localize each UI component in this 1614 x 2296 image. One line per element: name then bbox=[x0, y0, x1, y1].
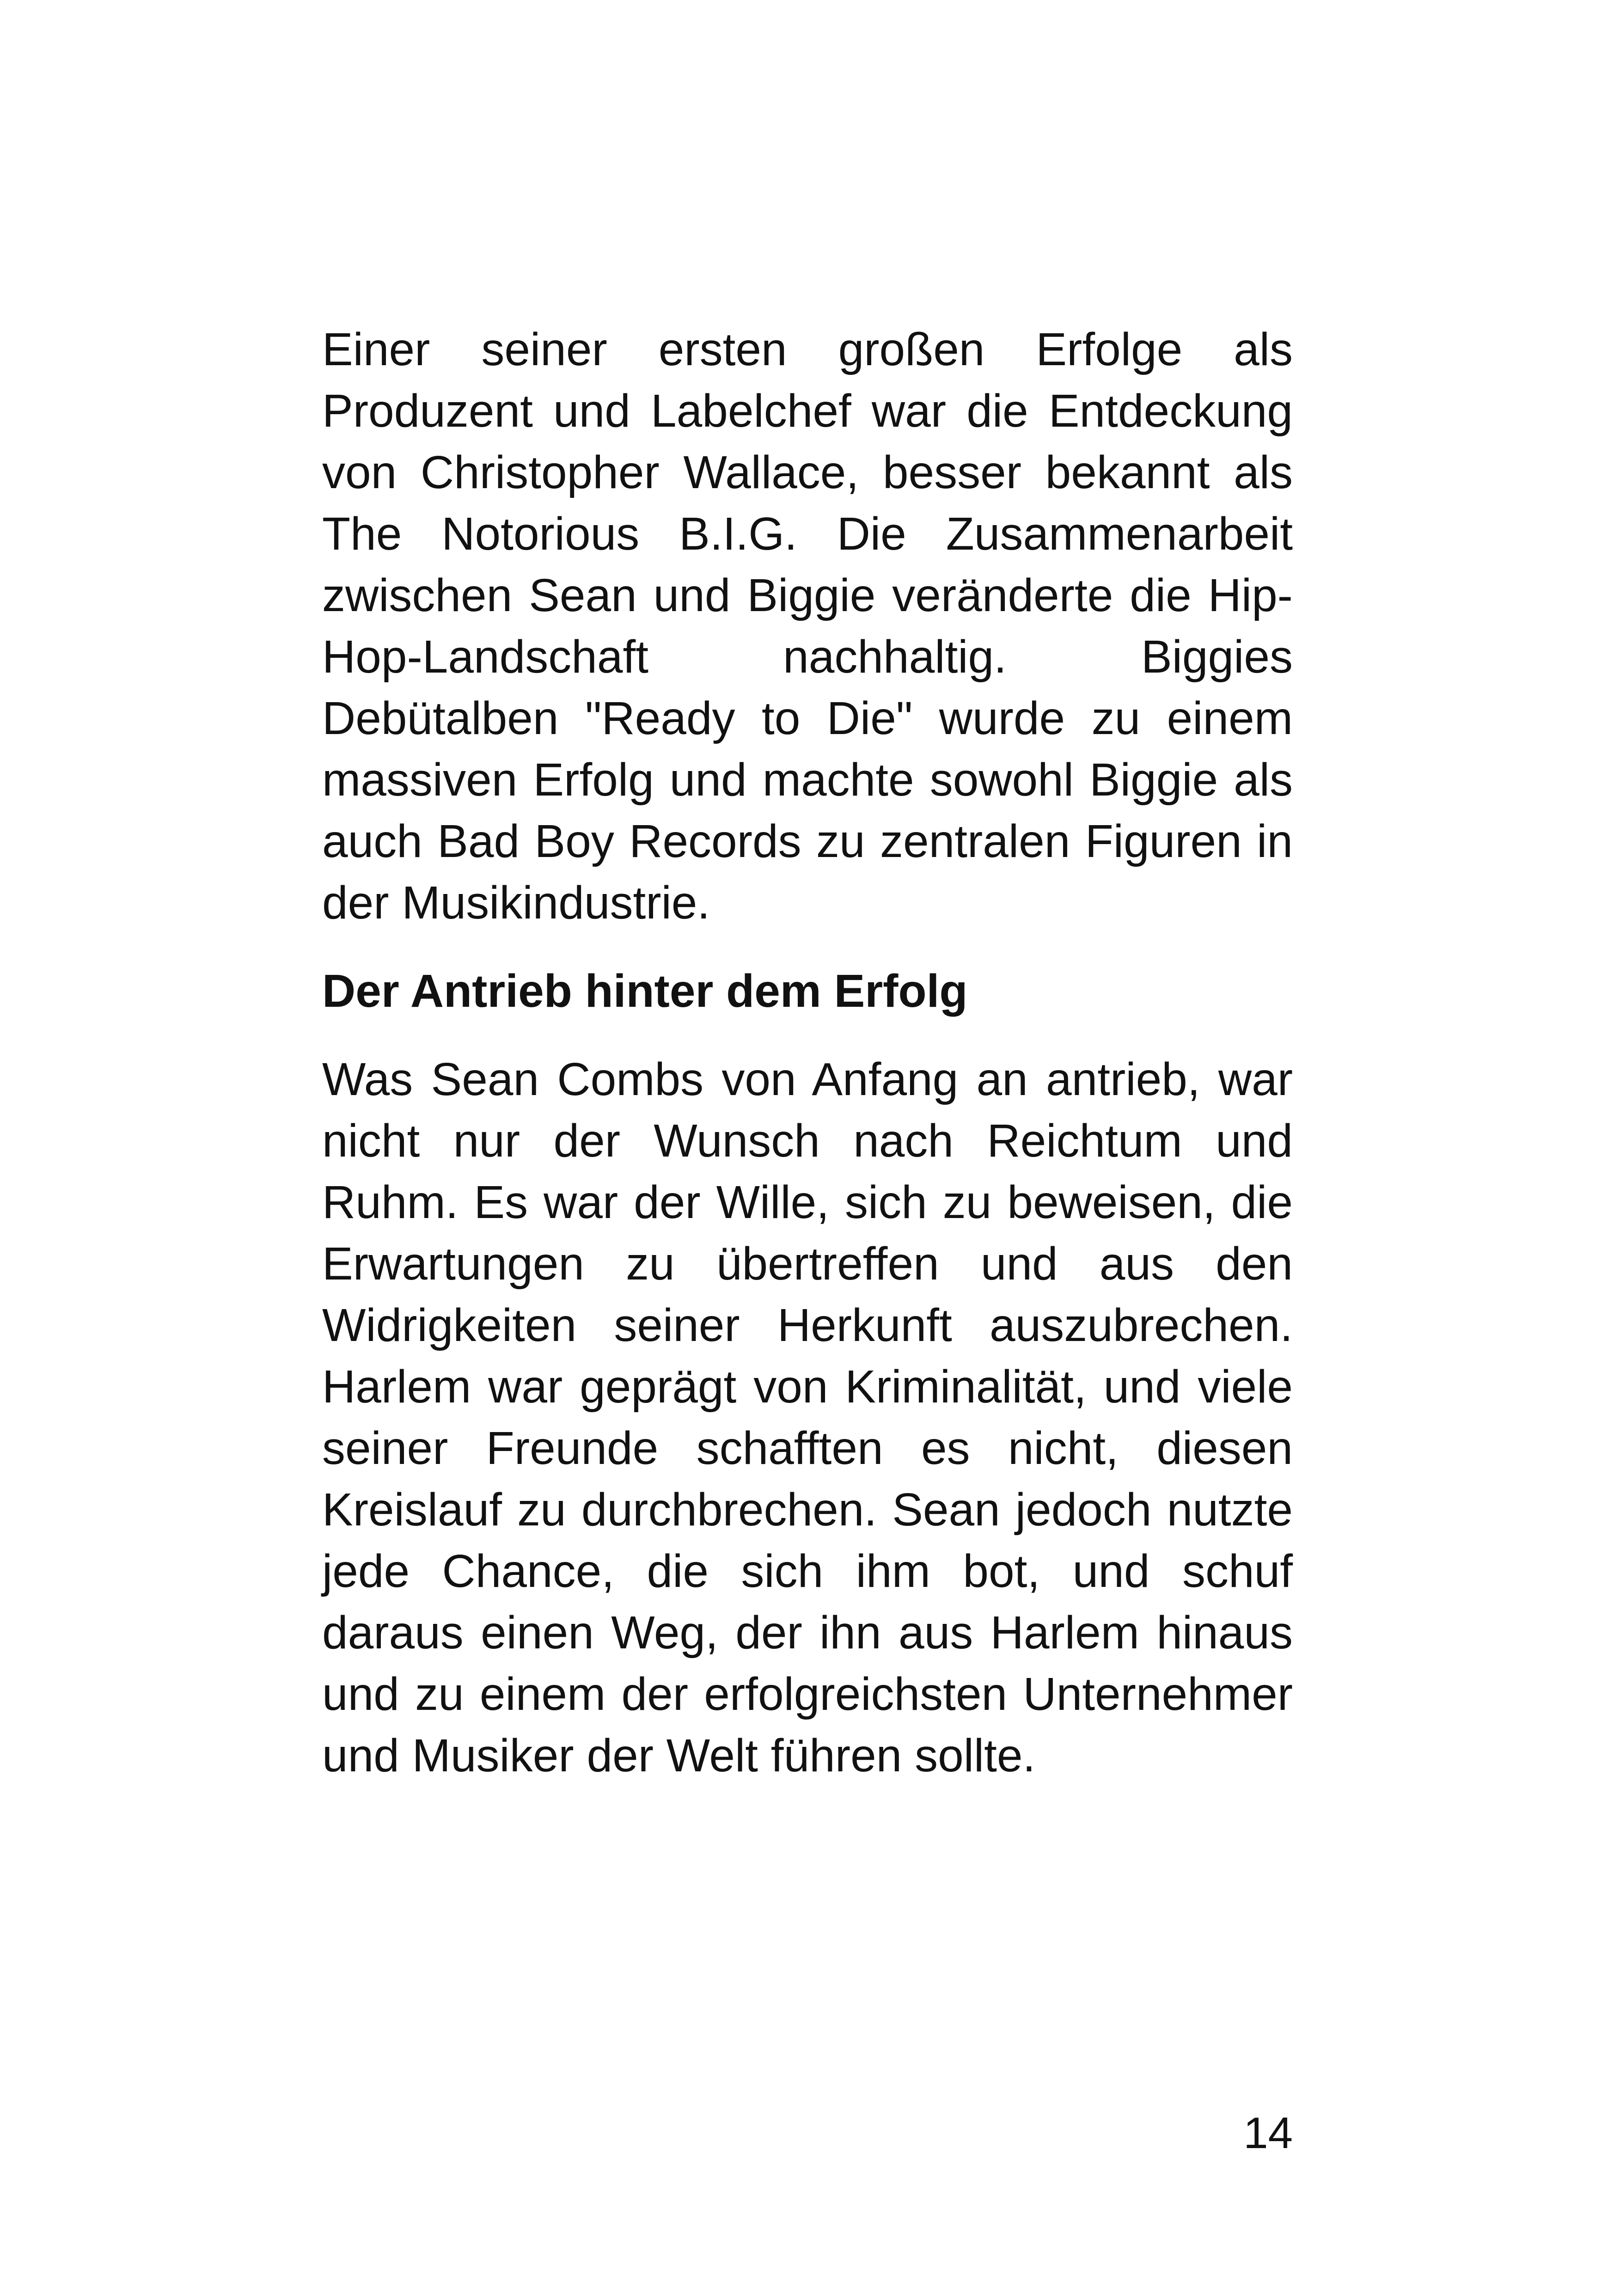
page-number: 14 bbox=[1243, 2108, 1293, 2158]
paragraph-motivation: Was Sean Combs von Anfang an antrieb, war nicht nur der Wunsch nach Reichtum und Ruhm. Es war der Wille, sich zu beweisen, die Erwartungen zu übertreffen und aus den Widrigkeiten seiner Herkunft auszubrechen. Harlem war geprägt von Kriminalität, und viele seiner Freunde schafften es nicht, diesen Kreislauf zu durchbrechen. Sean jedoch nutzte jede Chance, die sich ihm bot, und schuf daraus einen Weg, der ihn aus Harlem hinaus und zu einem der erfolgreichsten Unternehmer und Musiker der Welt führen sollte. bbox=[322, 1053, 1293, 1782]
section-heading: Der Antrieb hinter dem Erfolg bbox=[322, 965, 968, 1017]
paragraph-biggie-discovery: Einer seiner ersten großen Erfolge als Produzent und Labelchef war die Entdeckung von Christopher Wallace, besser bekannt als The Notorious B.I.G. Die Zusammenarbeit zwischen Sean und Biggie veränderte die Hip-Hop-Landschaft nachhaltig. Biggies Debütalben "Ready to Die" wurde zu einem massiven Erfolg und machte sowohl Biggie als auch Bad Boy Records zu zentralen Figuren in der Musikindustrie. bbox=[322, 324, 1293, 929]
text-column bbox=[322, 319, 1293, 1787]
